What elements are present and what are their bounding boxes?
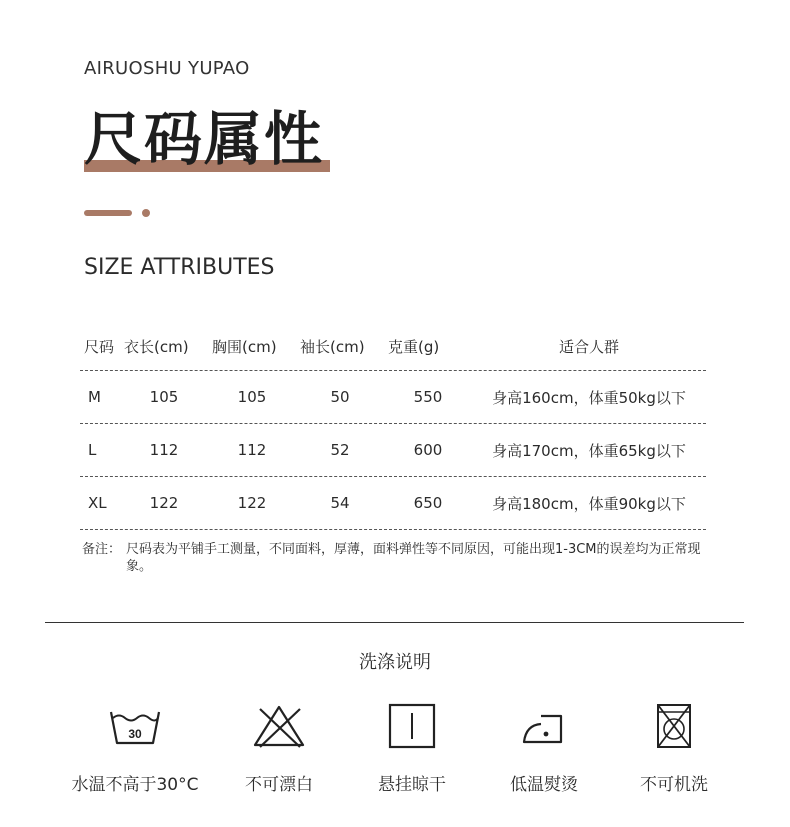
cell-sleeve: 54 [330,494,350,512]
cell-length: 112 [149,441,179,459]
table-row [80,424,706,477]
table-row [80,477,706,530]
care-item-low-iron [469,700,619,795]
cell-length: 122 [149,494,179,512]
cell-chest: 112 [237,441,267,459]
size-table [80,322,706,530]
table-row [80,371,706,424]
cell-chest: 122 [237,494,267,512]
section-subtitle: SIZE ATTRIBUTES [84,255,275,280]
cell-fit: 身高180cm，体重90kg以下 [492,494,686,513]
no-machine-wash-icon [655,702,693,750]
cell-sleeve: 52 [330,441,350,459]
care-label: 水温不高于30°C [71,775,199,795]
section-divider [45,622,744,623]
cell-length: 105 [149,388,179,406]
care-label: 不可漂白 [245,775,313,795]
cell-fit: 身高170cm，体重65kg以下 [492,441,686,460]
header-sleeve: 袖长(cm) [300,337,365,356]
care-item-wash-30 [60,700,210,795]
cell-weight: 550 [413,388,443,406]
cell-size: XL [88,494,107,512]
care-item-hang-dry [337,700,487,795]
cell-size: L [88,441,97,459]
low-iron-icon [521,706,567,746]
page-title: 尺码属性 [84,105,325,173]
header-fit: 适合人群 [558,337,619,356]
care-item-no-bleach [204,700,354,795]
note-label: 备注： [82,542,122,557]
care-item-no-machine-wash [599,700,749,795]
note-text: 尺码表为平铺手工测量，不同面料，厚薄，面料弹性等不同原因，可能出现1-3CM的误差均为正常现象。 [126,542,701,574]
care-label: 悬挂晾干 [378,775,446,795]
cell-weight: 650 [413,494,443,512]
table-header-row [80,322,706,371]
care-label: 不可机洗 [640,775,708,795]
header-chest: 胸围(cm) [212,337,277,356]
accent-dot [142,209,150,217]
cell-chest: 105 [237,388,267,406]
cell-fit: 身高160cm，体重50kg以下 [492,388,686,407]
header-size: 尺码 [84,337,115,356]
wash-temperature: 30 [128,727,142,741]
cell-sleeve: 50 [330,388,350,406]
title-block [84,104,324,174]
cell-size: M [88,388,101,406]
wash-30-icon [108,706,162,746]
cell-weight: 600 [413,441,443,459]
care-label: 低温熨烫 [510,775,578,795]
brand-name: AIRUOSHU YUPAO [84,58,250,79]
header-weight: 克重(g) [388,337,440,356]
hang-dry-icon [388,703,436,749]
header-length: 衣长(cm) [124,337,189,356]
wash-title: 洗涤说明 [359,652,431,673]
accent-bar [84,210,132,216]
no-bleach-icon [252,703,306,749]
note [82,541,712,575]
